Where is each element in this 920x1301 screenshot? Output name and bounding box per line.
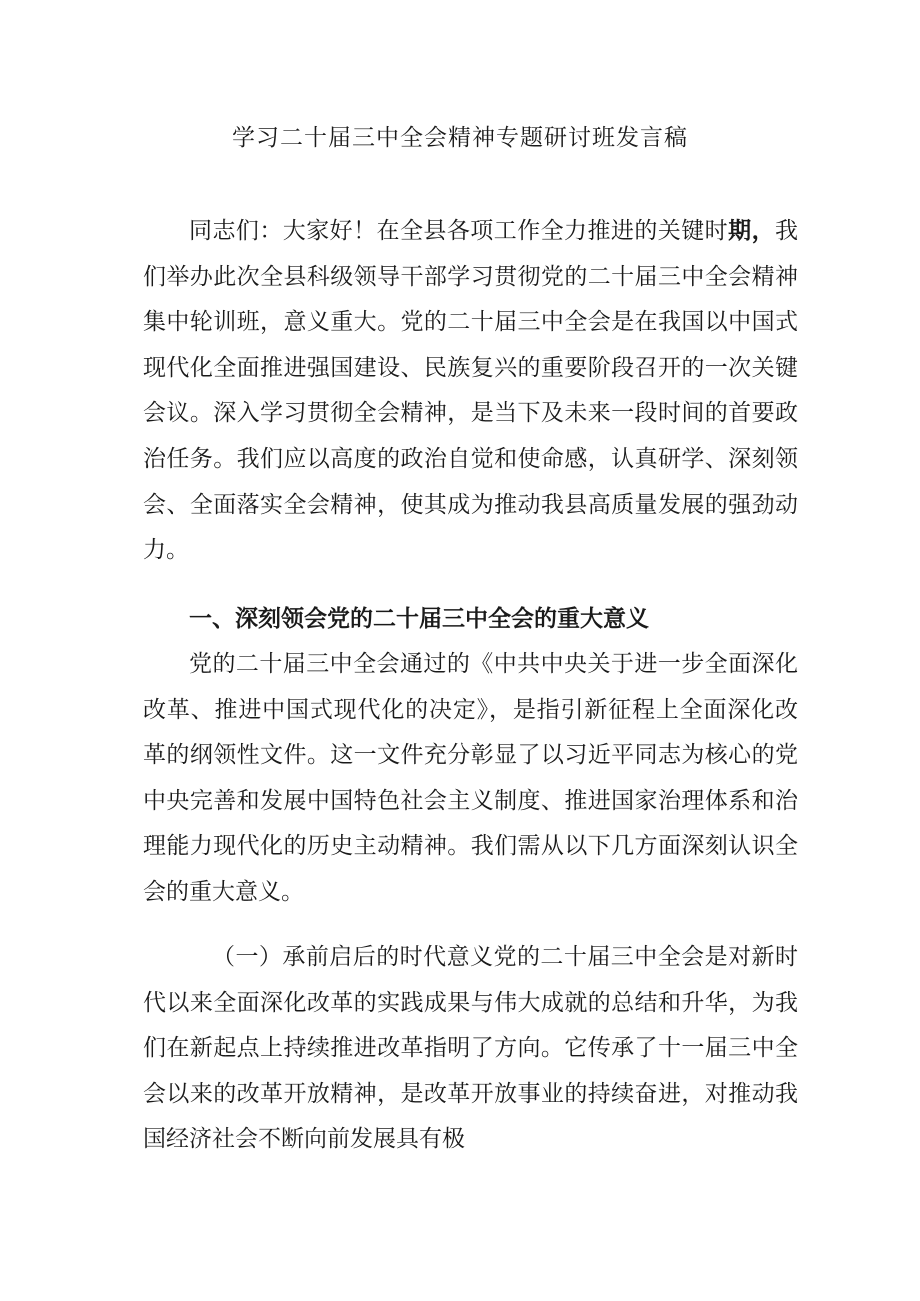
intro-paragraph (143, 208, 798, 574)
intro-bold-text: 期， (728, 217, 776, 244)
subsection-1-paragraph: （一）承前启后的时代意义党的二十届三中全会是对新时代以来全面深化改革的实践成果与伟大成就的总结和升华，为我们在新起点上持续推进改革指明了方向。它传承了十一届三中全会以来的改革开放精神，是改革开放事业的持续奋进，对推动我国经济社会不断向前发展具有极 (143, 944, 798, 1153)
intro-text-start: 同志们：大家好！在全县各项工作全力推进的关键时 (189, 218, 729, 244)
document-title: 学习二十届三中全会精神专题研讨班发言稿 (232, 125, 688, 151)
section-heading-1: 一、深刻领会党的二十届三中全会的重大意义 (189, 605, 649, 632)
intro-text-rest: 我们举办此次全县科级领导干部学习贯彻党的二十届三中全会精神集中轮训班，意义重大。党的二十届三中全会是在我国以中国式现代化全面推进强国建设、民族复兴的重要阶段召开的一次关键会议。深入学习贯彻全会精神，是当下及未来一段时间的首要政治任务。我们应以高度的政治自觉和使命感，认真研学、深刻领会、全面落实全会精神，使其成为推动我县高质量发展的强劲动力。 (143, 218, 799, 564)
section-1-paragraph: 党的二十届三中全会通过的《中共中央关于进一步全面深化改革、推进中国式现代化的决定》，是指引新征程上全面深化改革的纲领性文件。这一文件充分彰显了以习近平同志为核心的党中央完善和发展中国特色社会主义制度、推进国家治理体系和治理能力现代化的历史主动精神。我们需从以下几方面深刻认识全会的重大意义。 (143, 651, 798, 905)
